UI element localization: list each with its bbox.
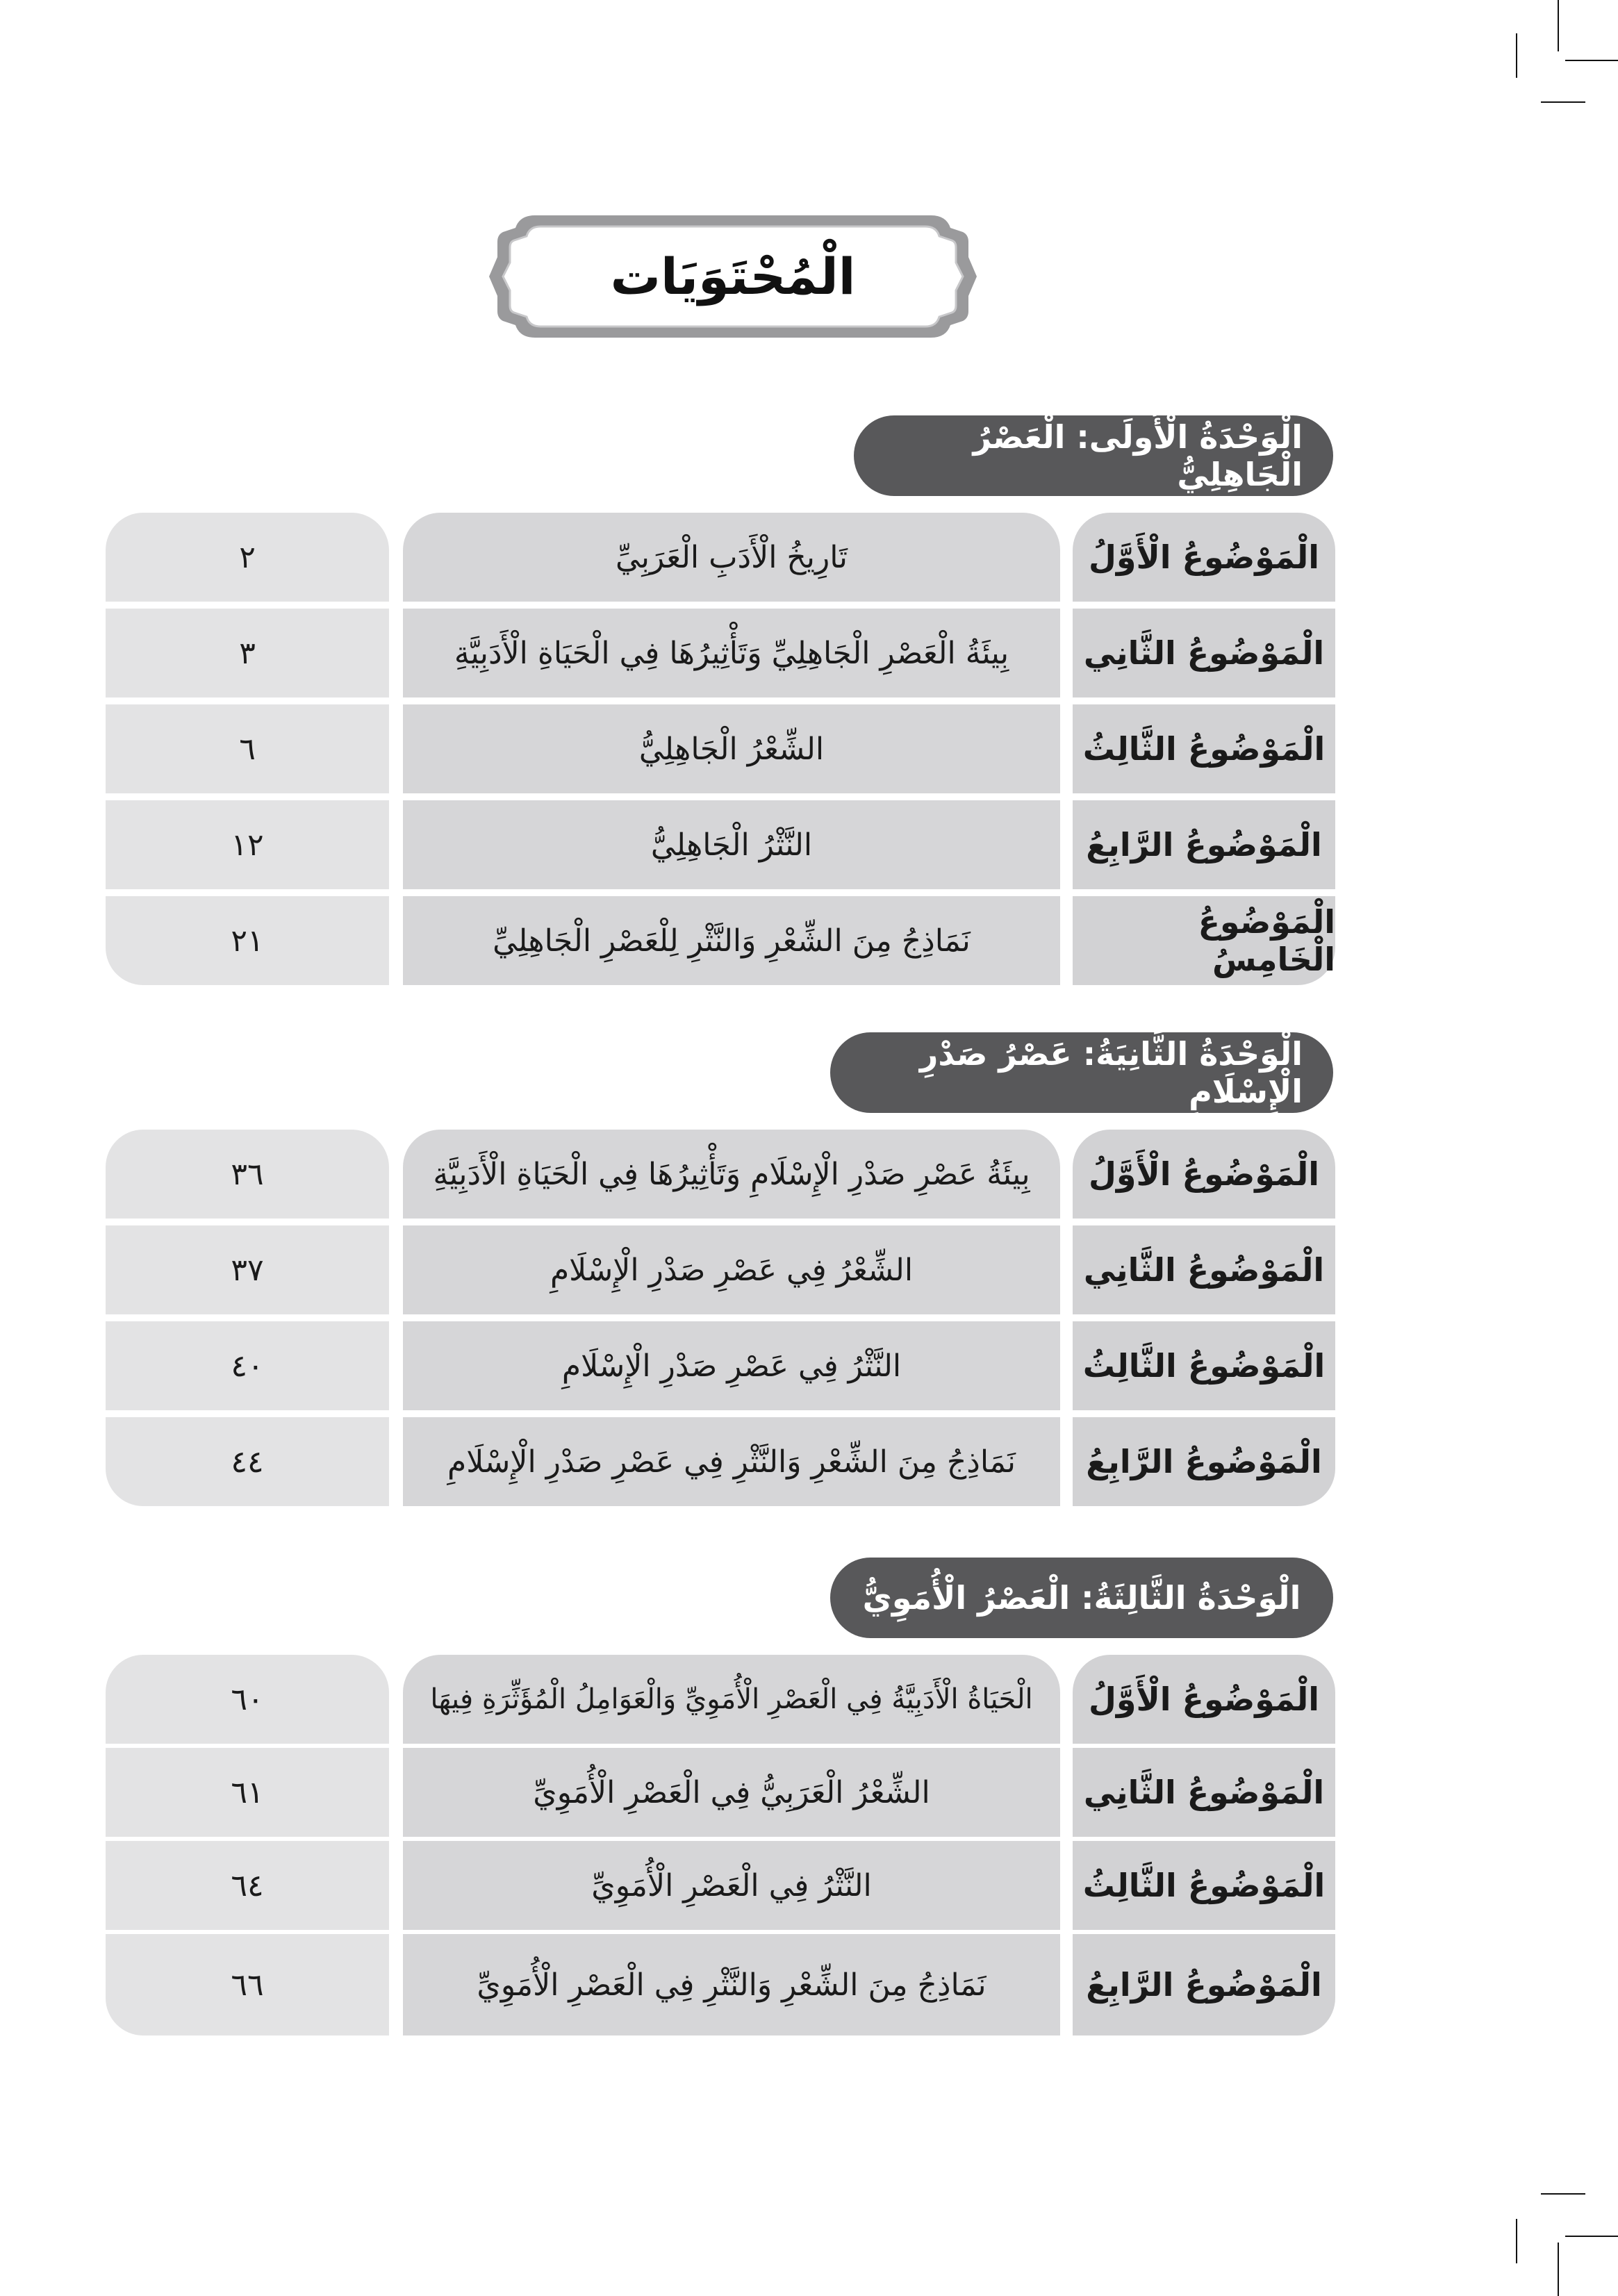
table-row[interactable]	[106, 896, 1335, 985]
page-number: ٤٤	[106, 1417, 389, 1506]
topic-label: الْمَوْضُوعُ الرَّابِعُ	[1073, 800, 1335, 889]
page-title: الْمُحْتَوَيَات	[610, 247, 856, 306]
lesson-title: الشِّعْرُ فِي عَصْرِ صَدْرِ الْإِسْلَامِ	[403, 1225, 1060, 1314]
lesson-title: تَارِيخُ الْأَدَبِ الْعَرَبِيِّ	[403, 513, 1060, 602]
topic-label: الْمَوْضُوعُ الثَّالِثُ	[1073, 704, 1335, 793]
table-row[interactable]	[106, 1225, 1335, 1314]
page-number: ٤٠	[106, 1321, 389, 1410]
table-row[interactable]	[106, 1841, 1335, 1930]
page-number: ٢١	[106, 896, 389, 985]
topic-label: الْمَوْضُوعُ الْأَوَّلُ	[1073, 1655, 1335, 1744]
page-number: ٦٠	[106, 1655, 389, 1744]
topic-label: الْمَوْضُوعُ الثَّانِي	[1073, 1225, 1335, 1314]
page-number: ١٢	[106, 800, 389, 889]
table-row[interactable]	[106, 1130, 1335, 1219]
topic-label: الْمَوْضُوعُ الرَّابِعُ	[1073, 1417, 1335, 1506]
page-number: ٣	[106, 609, 389, 697]
topic-label: الْمَوْضُوعُ الرَّابِعُ	[1073, 1934, 1335, 2035]
lesson-title: الْحَيَاةُ الْأَدَبِيَّةُ فِي الْعَصْرِ الْأُمَوِيِّ وَالْعَوَامِلُ الْمُؤَثِّرَةِ فِيهَا	[403, 1655, 1060, 1744]
page-number: ٢	[106, 513, 389, 602]
topic-label: الْمَوْضُوعُ الثَّالِثُ	[1073, 1321, 1335, 1410]
lesson-title: نَمَاذِجُ مِنَ الشِّعْرِ وَالنَّثْرِ فِي الْعَصْرِ الْأُمَوِيِّ	[403, 1934, 1060, 2035]
topic-label: الْمَوْضُوعُ الْأَوَّلُ	[1073, 513, 1335, 602]
unit-header-2: الْوَحْدَةُ الثَّانِيَةُ: عَصْرُ صَدْرِ الْإِسْلَامِ	[830, 1032, 1333, 1113]
topic-label: الْمَوْضُوعُ الثَّانِي	[1073, 609, 1335, 697]
table-row[interactable]	[106, 1321, 1335, 1410]
table-row[interactable]	[106, 513, 1335, 602]
lesson-title: النَّثْرُ الْجَاهِلِيُّ	[403, 800, 1060, 889]
page-number: ٣٧	[106, 1225, 389, 1314]
table-row[interactable]	[106, 1748, 1335, 1837]
lesson-title: نَمَاذِجُ مِنَ الشِّعْرِ وَالنَّثْرِ لِلْعَصْرِ الْجَاهِلِيِّ	[403, 896, 1060, 985]
page-number: ٣٦	[106, 1130, 389, 1219]
page-number: ٦٤	[106, 1841, 389, 1930]
crop-mark	[1558, 2243, 1559, 2296]
table-row[interactable]	[106, 609, 1335, 697]
crop-mark	[1516, 33, 1517, 78]
table-row[interactable]	[106, 1655, 1335, 1744]
lesson-title: الشِّعْرُ الْعَرَبِيُّ فِي الْعَصْرِ الْأُمَوِيِّ	[403, 1748, 1060, 1837]
page-number: ٦١	[106, 1748, 389, 1837]
table-row[interactable]	[106, 1417, 1335, 1506]
topic-label: الْمَوْضُوعُ الثَّانِي	[1073, 1748, 1335, 1837]
unit-header-3: الْوَحْدَةُ الثَّالِثَةُ: الْعَصْرُ الْأُمَوِيُّ	[830, 1558, 1333, 1638]
crop-mark	[1565, 60, 1618, 61]
crop-mark	[1565, 2236, 1618, 2237]
page-number: ٦٦	[106, 1934, 389, 2035]
page-number: ٦	[106, 704, 389, 793]
lesson-title: النَّثْرُ فِي عَصْرِ صَدْرِ الْإِسْلَامِ	[403, 1321, 1060, 1410]
lesson-title: نَمَاذِجُ مِنَ الشِّعْرِ وَالنَّثْرِ فِي عَصْرِ صَدْرِ الْإِسْلَامِ	[403, 1417, 1060, 1506]
crop-mark	[1541, 101, 1585, 103]
lesson-title: بِيئَةُ عَصْرِ صَدْرِ الْإِسْلَامِ وَتَأْثِيرُهَا فِي الْحَيَاةِ الْأَدَبِيَّةِ	[403, 1130, 1060, 1219]
crop-mark	[1516, 2219, 1517, 2263]
table-row[interactable]	[106, 704, 1335, 793]
topic-label: الْمَوْضُوعُ الثَّالِثُ	[1073, 1841, 1335, 1930]
unit-header-1: الْوَحْدَةُ الْأُولَى: الْعَصْرُ الْجَاهِلِيُّ	[854, 415, 1333, 496]
lesson-title: النَّثْرُ فِي الْعَصْرِ الْأُمَوِيِّ	[403, 1841, 1060, 1930]
table-row[interactable]	[106, 1934, 1335, 2035]
page-title-frame	[486, 207, 980, 346]
crop-mark	[1541, 2193, 1585, 2195]
lesson-title: بِيئَةُ الْعَصْرِ الْجَاهِلِيِّ وَتَأْثِيرُهَا فِي الْحَيَاةِ الْأَدَبِيَّةِ	[403, 609, 1060, 697]
topic-label: الْمَوْضُوعُ الْخَامِسُ	[1073, 896, 1335, 985]
lesson-title: الشِّعْرُ الْجَاهِلِيُّ	[403, 704, 1060, 793]
topic-label: الْمَوْضُوعُ الْأَوَّلُ	[1073, 1130, 1335, 1219]
crop-mark	[1558, 0, 1559, 51]
table-row[interactable]	[106, 800, 1335, 889]
